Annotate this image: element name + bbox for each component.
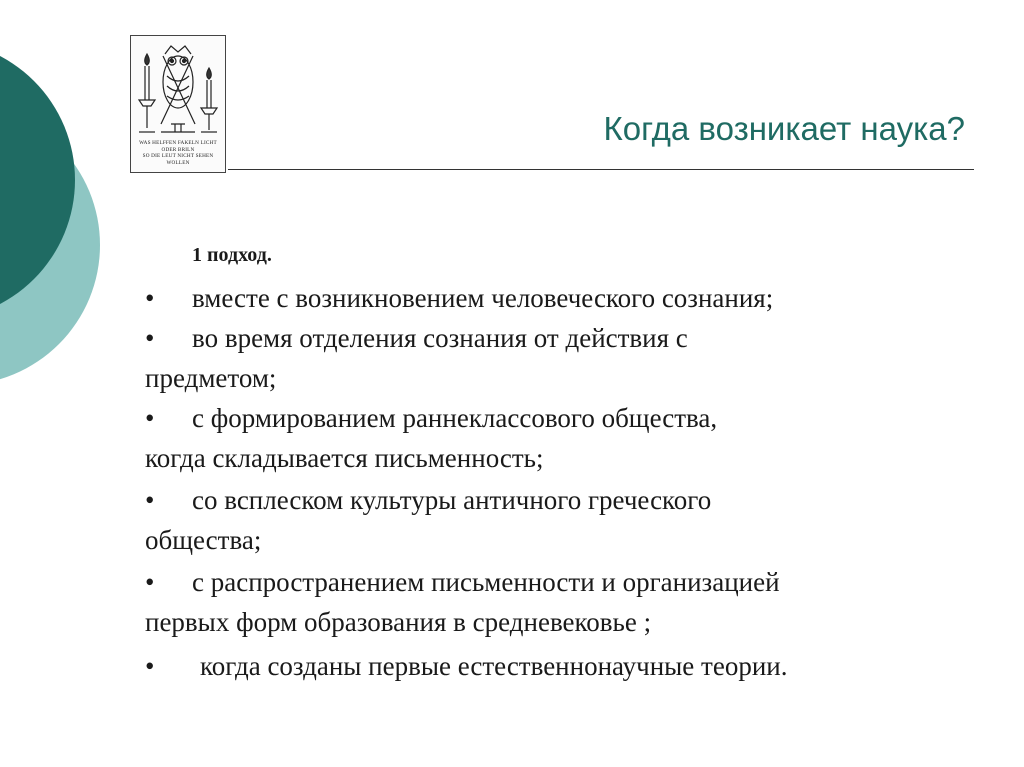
approach-heading: 1 подход. <box>192 244 272 266</box>
bullet: • <box>145 323 155 353</box>
list-item <box>145 562 965 642</box>
bullet: • <box>145 283 155 313</box>
list-item-text-continued: первых форм образования в средневековье ; <box>145 607 652 637</box>
list-item-text: во время отделения сознания от действия с <box>192 323 688 353</box>
bullet: • <box>145 485 155 515</box>
list-item-text: с распространением письменности и организацией <box>192 567 780 597</box>
title-divider <box>228 169 974 170</box>
emblem-caption-line: WOLLEN <box>166 159 190 166</box>
bullet: • <box>145 567 155 597</box>
emblem-caption <box>135 140 221 166</box>
emblem-engraving <box>130 35 226 173</box>
emblem-caption-line: WAS HELFFEN FAKELN LICHT <box>139 140 217 146</box>
emblem-caption-line: SO DIE LEUT NICHT SEHEN <box>142 153 214 159</box>
list-item <box>145 398 965 478</box>
list-item <box>145 480 965 560</box>
list-item-text: когда созданы первые естественнонаучные теории. <box>200 651 788 681</box>
bullet: • <box>145 403 155 433</box>
emblem-caption-line: ODER BRILN <box>161 146 195 153</box>
bullet: • <box>145 651 155 681</box>
list-item <box>145 318 965 398</box>
owl-with-candles-engraving-icon <box>131 36 225 140</box>
list-item-text-continued: общества; <box>145 525 262 555</box>
list-item-text-continued: когда складывается письменность; <box>145 443 544 473</box>
list-item-text: вместе с возникновением человеческого сознания; <box>192 283 774 313</box>
list-item-text: со всплеском культуры античного греческого <box>192 485 712 515</box>
list-item-text-continued: предметом; <box>145 363 277 393</box>
slide-title: Когда возникает наука? <box>603 110 965 147</box>
list-item <box>145 646 965 686</box>
list-item-text: с формированием раннеклассового общества, <box>192 403 718 433</box>
list-item <box>145 278 965 318</box>
